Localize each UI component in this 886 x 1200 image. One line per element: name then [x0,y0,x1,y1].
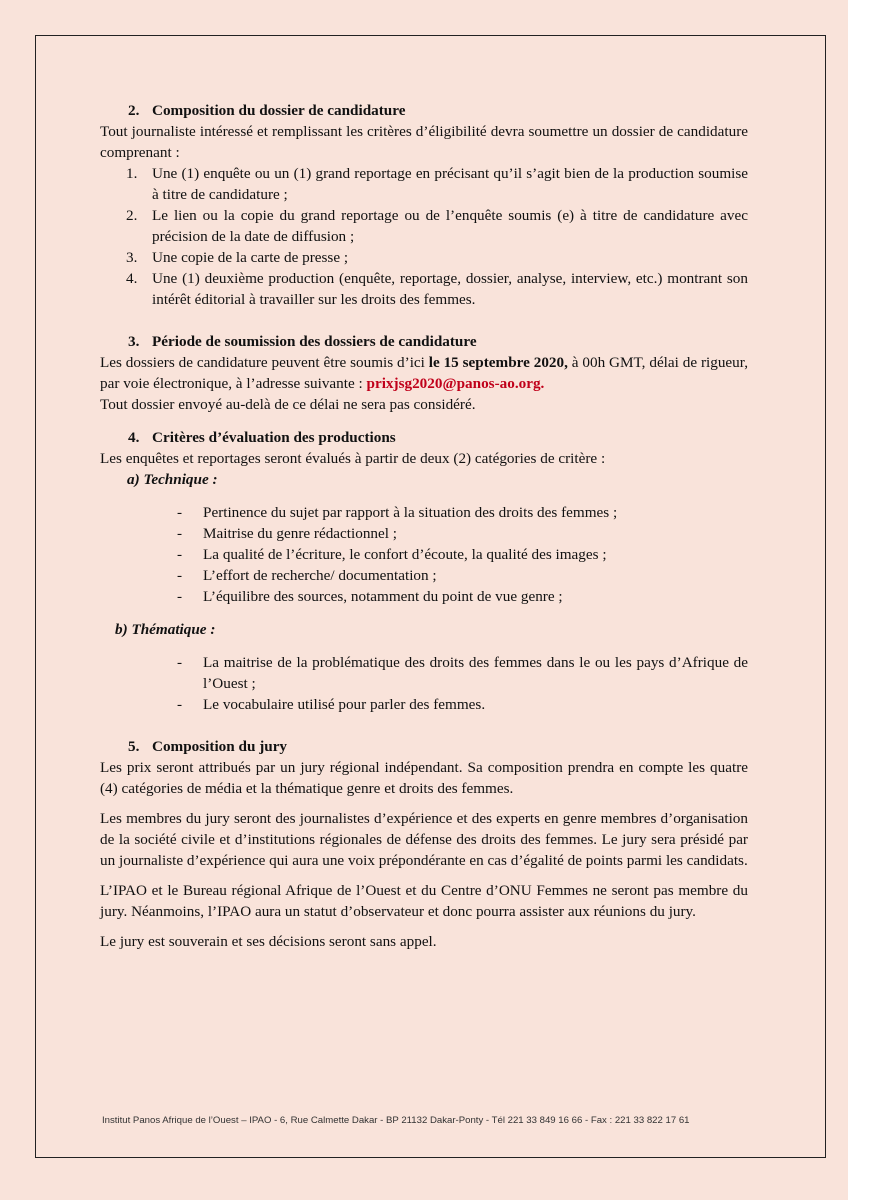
page-footer: Institut Panos Afrique de l’Ouest – IPAO - 6, Rue Calmette Dakar - BP 21132 Dakar-Ponty - Tél 221 33 849 16 66 - Fax : 221 33 822 17 61 [102,1115,690,1126]
right-margin-strip [848,0,886,1200]
document-body [100,100,748,952]
section-2-intro: Tout journaliste intéressé et remplissant les critères d’éligibilité devra soumettre un dossier de candidature comprenant : [100,123,748,161]
section-title: Composition du dossier de candidature [152,102,406,119]
thematique-subheading: b) Thématique : [115,621,216,638]
technique-subheading: a) Technique : [127,471,218,488]
submission-paragraph: Les dossiers de candidature peuvent être soumis d’ici le 15 septembre 2020, à 00h GMT, délai de rigueur, par voie électronique, à l’adresse suivante : prixjsg2020@panos-ao.org. [100,354,748,392]
list-item: - L’effort de recherche/ documentation ; [177,567,437,584]
section-2-heading [100,100,748,121]
section-title: Critères d’évaluation des productions [152,429,396,446]
list-item: - Le vocabulaire utilisé pour parler des femmes. [177,696,486,713]
list-item: - Pertinence du sujet par rapport à la situation des droits des femmes ; [177,504,618,521]
section-number: 5. [128,738,140,755]
list-item: - L’équilibre des sources, notamment du point de vue genre ; [177,588,563,605]
list-item: - Maitrise du genre rédactionnel ; [177,525,397,542]
section-number: 4. [128,429,140,446]
list-item: 3. Une copie de la carte de presse ; [126,249,349,266]
list-item: 2. Le lien ou la copie du grand reportage ou de l’enquête soumis (e) à titre de candidature avec précision de la date de diffusion ; [126,207,748,245]
deadline-warning: Tout dossier envoyé au-delà de ce délai ne sera pas considéré. [100,396,476,413]
section-number: 3. [128,333,140,350]
technique-criteria-list [100,502,748,607]
submission-email-link[interactable]: prixjsg2020@panos-ao.org. [366,375,545,392]
jury-paragraph: Les prix seront attribués par un jury régional indépendant. Sa composition prendra en compte les quatre (4) catégories de média et la thématique genre et droits des femmes. [100,759,748,797]
list-item: - La maitrise de la problématique des droits des femmes dans le ou les pays d’Afrique de l’Ouest ; [177,654,748,692]
jury-paragraph: Le jury est souverain et ses décisions seront sans appel. [100,933,437,950]
deadline-date: le 15 septembre 2020, [428,354,568,371]
dossier-items-list [100,163,748,310]
section-number: 2. [128,102,140,119]
section-4-heading [100,427,748,448]
thematique-criteria-list [100,652,748,715]
list-item: 4. Une (1) deuxième production (enquête, reportage, dossier, analyse, interview, etc.) montrant son intérêt éditorial à travailler sur les droits des femmes. [126,270,748,308]
list-item: 1. Une (1) enquête ou un (1) grand reportage en précisant qu’il s’agit bien de la production soumise à titre de candidature ; [126,165,748,203]
section-title: Période de soumission des dossiers de candidature [152,333,477,350]
list-item: - La qualité de l’écriture, le confort d’écoute, la qualité des images ; [177,546,607,563]
jury-paragraph: Les membres du jury seront des journalistes d’expérience et des experts en genre membres d’organisation de la société civile et d’institutions régionales de défense des droits des femmes. Le jury sera présidé par un journaliste d’expérience qui aura une voix prépondérante en cas d’égalité de points parmi les candidats. [100,810,748,869]
section-title: Composition du jury [152,738,288,755]
section-3-heading [100,331,748,352]
section-5-heading [100,736,748,757]
jury-paragraph: L’IPAO et le Bureau régional Afrique de l’Ouest et du Centre d’ONU Femmes ne seront pas membre du jury. Néanmoins, l’IPAO aura un statut d’observateur et donc pourra assister aux réunions du jury. [100,882,748,920]
section-4-intro: Les enquêtes et reportages seront évalués à partir de deux (2) catégories de critère : [100,450,606,467]
